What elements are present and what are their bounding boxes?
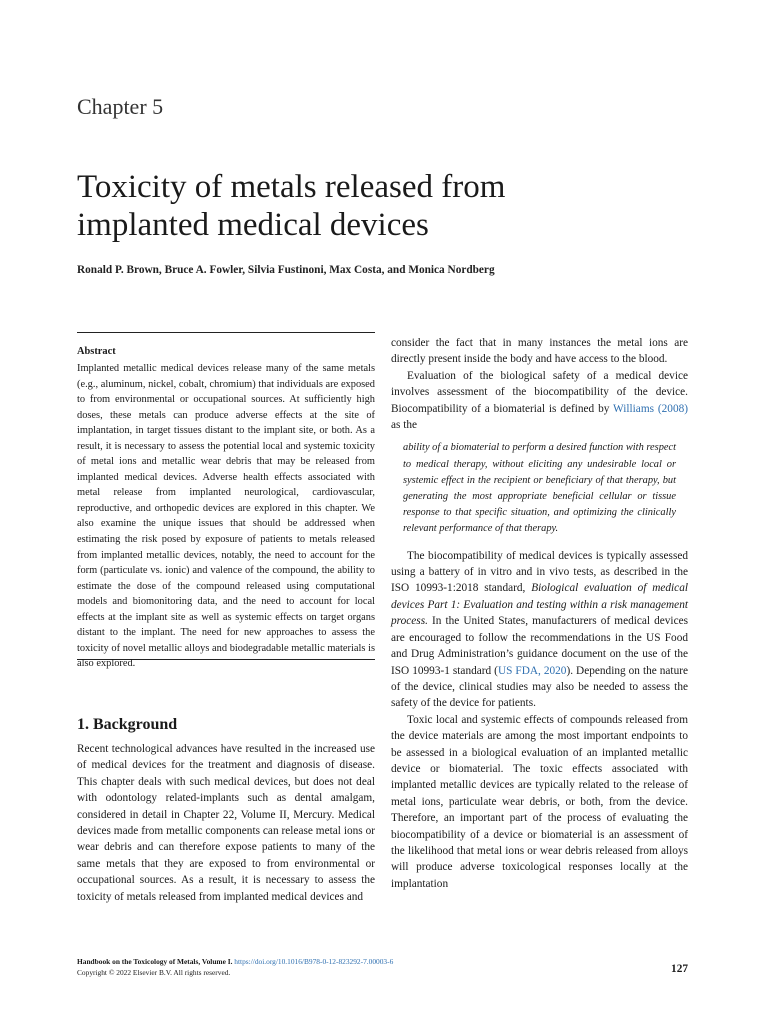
block-quote: ability of a biomaterial to perform a desired function with respect to medical therapy, without eliciting any undesirable local or systemic effect in the recipient or beneficiary of that therapy, but generating the most appropriate beneficial cellular or tissue response to that specific situation, and optimizing the clinically relevant performance of that therapy.	[403, 442, 676, 535]
footer-copyright: Copyright © 2022 Elsevier B.V. All rights reserved.	[77, 968, 231, 977]
citation-link-williams[interactable]: Williams (2008)	[613, 402, 688, 415]
page-footer	[77, 956, 697, 978]
footer-citation-line	[77, 956, 697, 967]
paragraph-text: In the United States, manufacturers of medical devices are encouraged to follow the recommendations in the US Food and Drug Administration’s guidance document on the use of the ISO 10993-1 standard (	[391, 615, 688, 677]
paragraph-continued: consider the fact that in many instances the metal ions are directly present inside the body and have access to the blood.	[391, 337, 688, 366]
paragraph-toxic-effects: Toxic local and systemic effects of compounds released from the device materials are among the most important endpoints to be assessed in a biological evaluation of an implanted metallic device or biomaterial. The toxic effects associated with implanted metallic devices are typically related to the release of metal ions, particulate wear debris, or both, from the device. Therefore, an important part of the process of evaluating the biocompatibility of a device or biomaterial is an assessment of the likelihood that metal ions or wear debris released from alloys will produce adverse toxicological responses locally at the implantation	[391, 713, 688, 890]
paragraph-biocompatibility-definition	[391, 368, 688, 434]
background-paragraph: Recent technological advances have resulted in the increased use of medical devices for the treatment and diagnosis of disease. This chapter deals with such medical devices, but does not deal with odontology related-implants such as dental amalgam, considered in detail in Chapter 22, Volume II, Mercury. Medical devices made from metallic components can release metal ions or wear debris and can therefore expose patients to many of the same metals that they are exposed to from environmental or occupational sources. As a result, it is necessary to assess the toxicity of metals released from implanted medical devices and	[77, 743, 375, 903]
paragraph-text: as the	[391, 419, 418, 432]
left-column-body	[77, 741, 375, 905]
paragraph-iso-standard	[391, 548, 688, 712]
footer-journal: Handbook on the Toxicology of Metals, Volume I.	[77, 957, 233, 966]
paragraph-text: Evaluation of the biological safety of a medical device involves assessment of the biocompatibility of the device. Biocompatibility of a biomaterial is defined by	[391, 369, 688, 415]
page-number: 127	[671, 963, 688, 975]
paragraph-text: The biocompatibility of medical devices is typically assessed using a battery of in vitro and in vivo tests, as described in the ISO 10993-1:2018 standard,	[391, 549, 688, 595]
doi-link[interactable]: https://doi.org/10.1016/B978-0-12-823292-7.00003-6	[234, 957, 394, 966]
paragraph-text: ). Depending on the nature of the device, clinical studies may also be needed to assess the safety of the device for patients.	[391, 664, 688, 710]
right-column-body	[391, 335, 688, 892]
abstract-heading: Abstract	[77, 346, 116, 357]
citation-link-us-fda[interactable]: US FDA, 2020	[497, 664, 567, 677]
author-list: Ronald P. Brown, Bruce A. Fowler, Silvia Fustinoni, Max Costa, and Monica Nordberg	[77, 264, 495, 276]
chapter-title: Toxicity of metals released from implanted medical devices	[77, 169, 506, 243]
standard-title: Biological evaluation of medical devices Part 1: Evaluation and testing within a risk management process.	[391, 582, 688, 628]
chapter-label: Chapter 5	[77, 94, 164, 119]
section-heading-background: 1. Background	[77, 716, 178, 733]
abstract-text: Implanted metallic medical devices release many of the same metals (e.g., aluminum, nickel, cobalt, chromium) that individuals are exposed to from environmental or occupational sources. At sufficiently high doses, these metals can produce adverse effects at the site of implantation, in target tissues distant to the implant site, or both. As a result, it is necessary to assess the potential local and systemic toxicity of metal ions and metallic wear debris that may be released from implanted medical devices. Adverse health effects associated with metal release from implanted neurological, cardiovascular, reproductive, and orthopedic devices are explored in this chapter. We also examine the unique issues that should be addressed when estimating the risk posed by exposure of patients to metals released from implanted metallic devices, notably, the need to account for the form (particulate vs. ionic) and valence of the compound, the ability to estimate the dose of the compound released using computational models and biomonitoring data, and the need to account for local effects at the implant site as well as systemic effects on target organs distant to the implant. The need for new approaches to assess the toxicity of novel metallic alloys and biodegradable metallic materials is also explored.	[77, 363, 375, 670]
